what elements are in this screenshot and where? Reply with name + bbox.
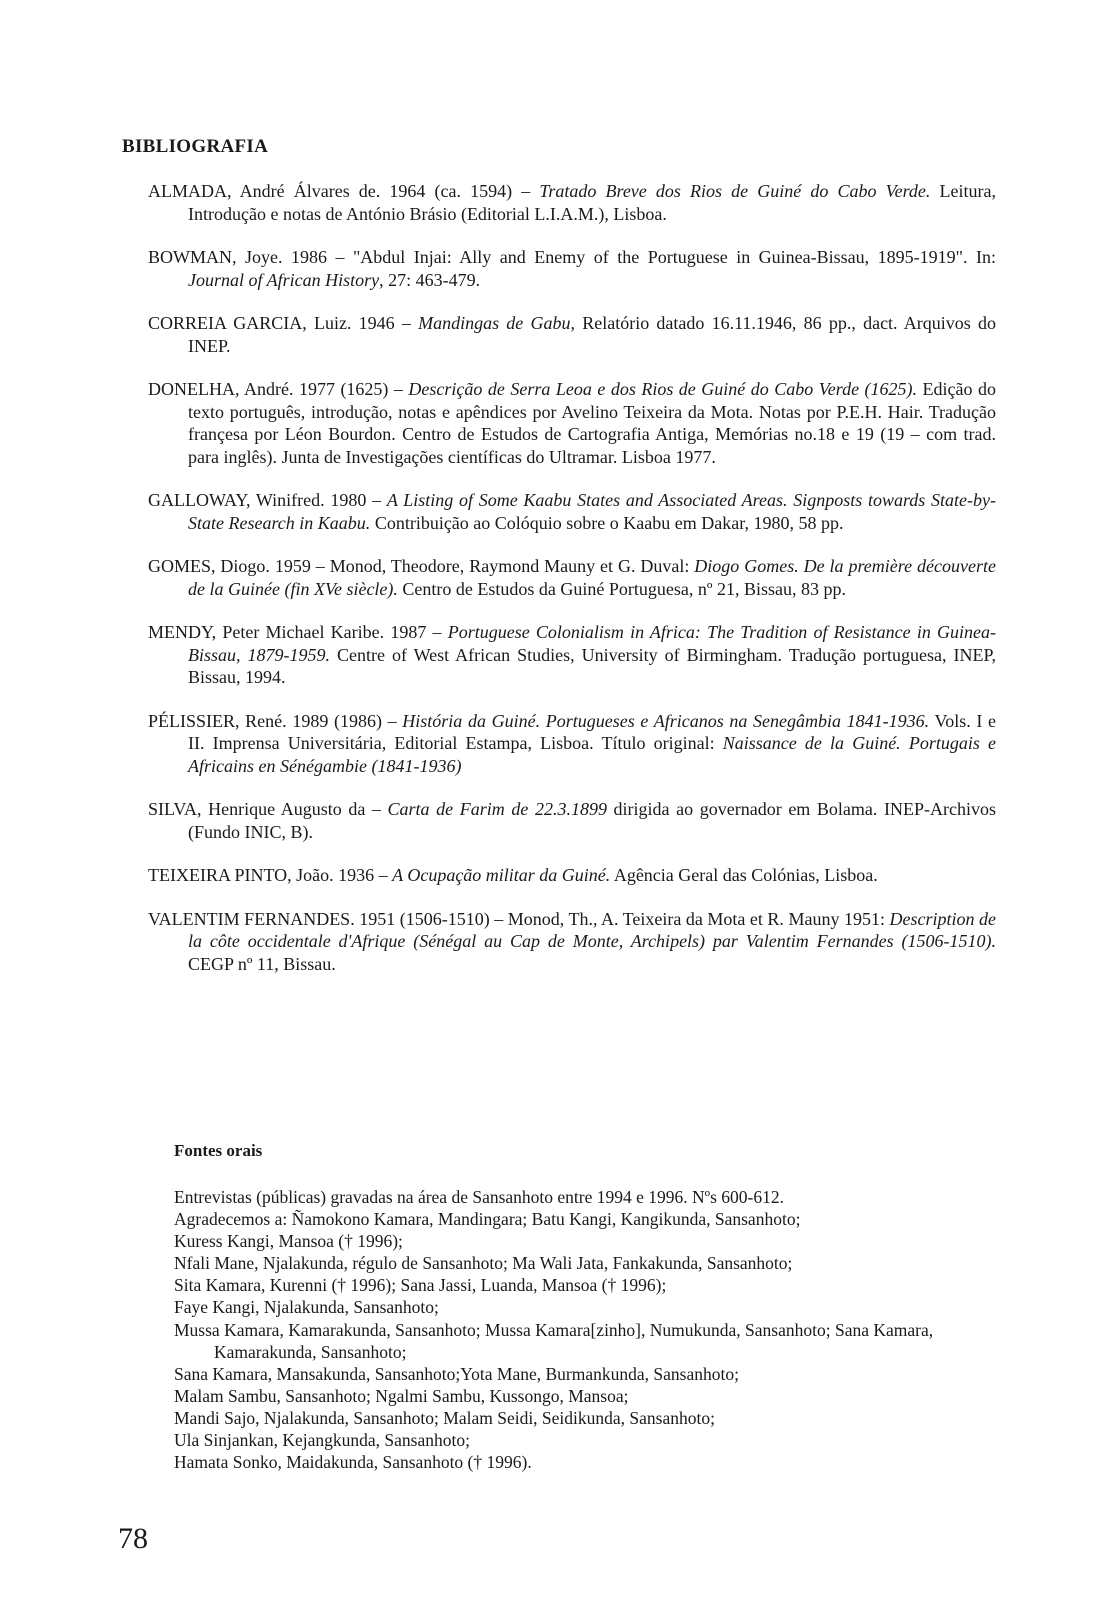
- entry-title: A Ocupação militar da Guiné.: [392, 865, 611, 885]
- oral-source-line: Mussa Kamara, Kamarakunda, Sansanhoto; Mussa Kamara[zinho], Numukunda, Sansanhoto; Sana Kamara, Kamarakunda, Sansanhoto;: [174, 1319, 934, 1362]
- entry-details: Vols. I e II. Imprensa Universitária, Editorial Estampa, Lisboa. Título original:: [188, 710, 997, 753]
- entry-author: DONELHA, André. 1977 (1625) –: [148, 379, 409, 399]
- oral-source-line: Sana Kamara, Mansakunda, Sansanhoto;Yota Mane, Burmankunda, Sansanhoto;: [174, 1363, 739, 1384]
- bibliography-entry: [148, 180, 996, 225]
- entry-author: ALMADA, André Álvares de. 1964 (ca. 1594) –: [148, 181, 540, 201]
- bibliography-entry: [148, 798, 996, 843]
- oral-source-line: Mandi Sajo, Njalakunda, Sansanhoto; Malam Seidi, Seidikunda, Sansanhoto;: [174, 1407, 715, 1428]
- entry-details: , Relatório datado 16.11.1946, 86 pp., dact. Arquivos do INEP.: [188, 313, 996, 356]
- entry-details: Leitura, Introdução e notas de António Brásio (Editorial L.I.A.M.), Lisboa.: [188, 181, 996, 224]
- bibliography-entry: [148, 312, 996, 357]
- entry-title: Portuguese Colonialism in Africa: The Tradition of Resistance in Guinea-Bissau, 1879-1959.: [188, 622, 996, 665]
- entry-author: GALLOWAY, Winifred. 1980 –: [148, 490, 387, 510]
- oral-source-line: Sita Kamara, Kurenni († 1996); Sana Jassi, Luanda, Mansoa († 1996);: [174, 1275, 667, 1296]
- entry-title: Mandingas de Gabu: [418, 313, 571, 333]
- oral-source-line: Hamata Sonko, Maidakunda, Sansanhoto († 1996).: [174, 1452, 532, 1473]
- entry-title: Tratado Breve dos Rios de Guiné do Cabo Verde.: [539, 181, 931, 201]
- entry-title: História da Guiné. Portugueses e Africanos na Senegâmbia 1841-1936.: [402, 710, 930, 731]
- entry-original-title: Naissance de la Guiné. Portugais e Africains en Sénégambie (1841-1936): [188, 733, 996, 776]
- oral-source-line: Faye Kangi, Njalakunda, Sansanhoto;: [174, 1297, 439, 1318]
- page-title: BIBLIOGRAFIA: [122, 136, 269, 157]
- entry-title: A Listing of Some Kaabu States and Associated Areas. Signposts towards State-by-State Research in Kaabu.: [188, 490, 997, 533]
- entry-author: MENDY, Peter Michael Karibe. 1987 –: [148, 622, 448, 642]
- oral-source-line: Kuress Kangi, Mansoa († 1996);: [174, 1231, 403, 1252]
- bibliography-entry: [148, 864, 996, 887]
- entry-author: BOWMAN, Joye. 1986 – "Abdul Injai: Ally and Enemy of the Portuguese in Guinea-Bissau, 1895-1919". In:: [148, 247, 996, 267]
- entry-title: Description de la côte occidentale d'Afrique (Sénégal au Cap de Monte, Archipels) par Valentim Fernandes (1506-1510).: [188, 908, 996, 951]
- oral-sources-heading: Fontes orais: [174, 1141, 263, 1160]
- entry-author: VALENTIM FERNANDES. 1951 (1506-1510) – Monod, Th., A. Teixeira da Mota et R. Mauny 1951:: [148, 908, 890, 929]
- entry-author: CORREIA GARCIA, Luiz. 1946 –: [148, 313, 419, 333]
- bibliography-entry: [148, 908, 996, 976]
- bibliography-entry: [148, 246, 996, 291]
- entry-title: Journal of African History: [188, 269, 380, 290]
- bibliography-entry: [148, 555, 996, 600]
- entry-author: GOMES, Diogo. 1959 – Monod, Theodore, Raymond Mauny et G. Duval:: [148, 556, 695, 576]
- entry-details: Agência Geral das Colónias, Lisboa.: [610, 865, 878, 885]
- oral-source-line: Malam Sambu, Sansanhoto; Ngalmi Sambu, Kussongo, Mansoa;: [174, 1385, 629, 1406]
- entry-details: Edição do texto português, introdução, notas e apêndices por Avelino Teixeira da Mota. Notas por P.E.H. Hair. Tradução françesa por Léon Bourdon. Centro de Estudos de Cartografia Antiga, Memórias no.18 e 19 (19 – com trad. para inglês). Junta de Investigações científicas do Ultramar. Lisboa 1977.: [188, 379, 997, 467]
- oral-source-line: Nfali Mane, Njalakunda, régulo de Sansanhoto; Ma Wali Jata, Fankakunda, Sansanhoto;: [174, 1253, 793, 1274]
- entry-details: CEGP nº 11, Bissau.: [188, 953, 336, 974]
- entry-details: dirigida ao governador em Bolama. INEP-Archivos (Fundo INIC, B).: [188, 799, 996, 842]
- oral-source-line: Ula Sinjankan, Kejangkunda, Sansanhoto;: [174, 1430, 470, 1451]
- entry-author: TEIXEIRA PINTO, João. 1936 –: [148, 865, 393, 885]
- bibliography-entry: [148, 710, 996, 778]
- bibliography-entry: [148, 489, 996, 534]
- oral-source-line: Entrevistas (públicas) gravadas na área de Sansanhoto entre 1994 e 1996. Nºs 600-612.: [174, 1187, 784, 1207]
- entry-title: Diogo Gomes. De la première découverte de la Guinée (fin XVe siècle).: [188, 556, 996, 599]
- entry-author: SILVA, Henrique Augusto da –: [148, 799, 388, 819]
- entry-details: Centro de Estudos da Guiné Portuguesa, nº 21, Bissau, 83 pp.: [397, 578, 846, 599]
- entry-title: Carta de Farim de 22.3.1899: [387, 799, 607, 819]
- bibliography-list: [148, 180, 996, 996]
- oral-sources-list: [174, 1186, 996, 1473]
- bibliography-entry: [148, 378, 996, 468]
- page-number: 78: [118, 1522, 148, 1555]
- entry-details: Contribuição ao Colóquio sobre o Kaabu em Dakar, 1980, 58 pp.: [370, 512, 844, 533]
- entry-details: , 27: 463-479.: [379, 269, 481, 290]
- oral-source-line: Agradecemos a: Ñamokono Kamara, Mandingara; Batu Kangi, Kangikunda, Sansanhoto;: [174, 1209, 801, 1230]
- bibliography-entry: [148, 621, 996, 689]
- entry-author: PÉLISSIER, René. 1989 (1986) –: [148, 710, 403, 731]
- entry-details: Centre of West African Studies, University of Birmingham. Tradução portuguesa, INEP, Bissau, 1994.: [188, 644, 997, 687]
- entry-title: Descrição de Serra Leoa e dos Rios de Guiné do Cabo Verde (1625).: [408, 379, 918, 399]
